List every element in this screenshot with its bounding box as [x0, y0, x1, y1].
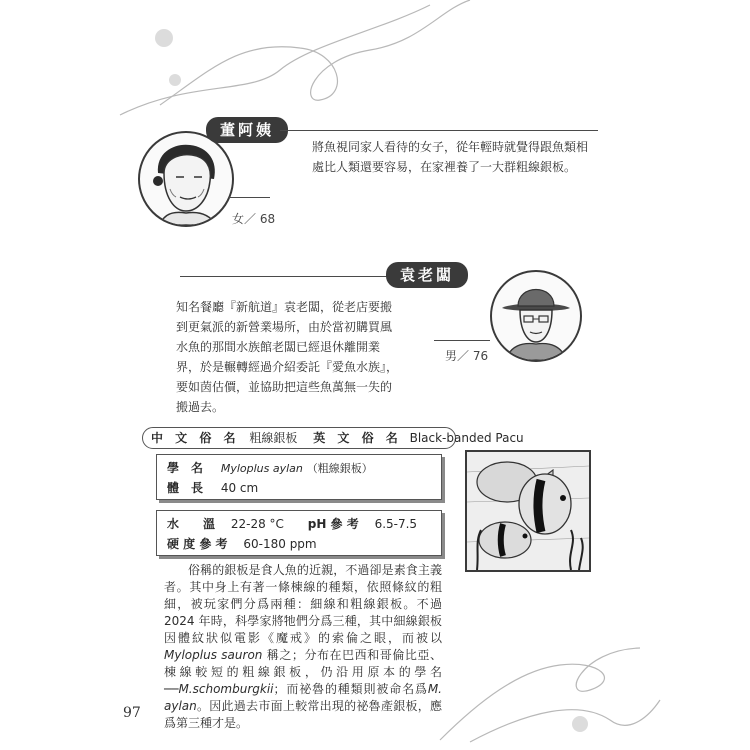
body-text-part1: 俗稱的銀板是食人魚的近親，不過卻是素食主義者。其中身上有著一條棟線的種類，依照條紋的粗細，被玩家們分爲兩種：細線和粗線銀板。不過 2024 年時，科學家將牠們分爲三種，其中細線銀板因體紋狀似電影《魔戒》的索倫之眼，而被以 — [164, 563, 442, 645]
body-text-part3: ；而祕魯的種類則被命名爲 — [273, 682, 428, 696]
en-name-value: Black-banded Pacu — [409, 431, 524, 445]
woman-portrait-icon — [140, 133, 232, 225]
hardness-label: 硬 度 參 考 — [167, 537, 228, 551]
cn-name-value: 粗線銀板 — [249, 431, 298, 445]
water-temp-value: 22-28 °C — [230, 517, 284, 531]
character-description-aunt-dong: 將魚視同家人看待的女子，從年輕時就覺得跟魚類相處比人類還要容易，在家裡養了一大群粗線銀板。 — [312, 140, 589, 174]
portrait-boss-yuan — [490, 270, 582, 362]
ph-value: 6.5-7.5 — [374, 517, 418, 531]
page-number: 97 — [123, 705, 141, 721]
portrait-aunt-dong — [138, 131, 234, 227]
scientific-name-value: Myloplus aylan — [220, 462, 303, 475]
divider-line — [280, 130, 598, 131]
hardness-row — [167, 536, 317, 552]
fish-illustration — [465, 450, 591, 572]
scientific-name-label: 學 名 — [167, 461, 204, 475]
cn-name-label: 中 文 俗 名 — [151, 431, 240, 445]
hardness-value: 60-180 ppm — [243, 537, 317, 551]
species-name-header — [142, 427, 524, 449]
body-length-label: 體 長 — [167, 481, 204, 495]
water-temp-label: 水 溫 — [167, 517, 216, 531]
body-length-value: 40 cm — [220, 481, 259, 495]
body-sci-aylan: M. aylan — [164, 682, 442, 713]
pacu-fish-illustration-icon — [467, 452, 589, 570]
divider-line — [228, 197, 270, 198]
body-text-part2: 稱之；分布在巴西和哥倫比亞、棟線較短的粗線銀板，仍沿用原本的學名── — [164, 648, 442, 696]
deco-dot — [572, 716, 588, 732]
scientific-name-row — [167, 460, 373, 477]
ph-label: pH 參 考 — [307, 517, 359, 531]
character-age-boss-yuan: 男／ 76 — [445, 349, 489, 363]
deco-dot — [155, 29, 173, 47]
body-paragraph — [164, 562, 442, 732]
divider-line — [434, 340, 490, 341]
character-age-aunt-dong: 女／ 68 — [232, 212, 276, 226]
body-sci-sauron: Myloplus sauron — [164, 648, 263, 662]
species-water-box — [156, 510, 442, 556]
body-sci-schomburgkii: M.schomburgkii — [178, 682, 274, 696]
body-length-row — [167, 480, 258, 496]
character-description-boss-yuan: 知名餐廳『新航道』袁老闆，從老店要搬到更氣派的新營業場所，由於當初購買風水魚的那間水族館老闆已經退休離開業界，於是輾轉經過介紹委託『愛魚水族』，要如茵估價，並協助把這些魚萬無一失的搬過去。 — [176, 300, 399, 414]
body-text-part4: 。因此過去市面上較常出現的祕魯產銀板，應爲第三種才是。 — [164, 699, 442, 730]
water-temp-row — [167, 516, 417, 532]
character-name-aunt-dong: 董阿姨 — [206, 117, 288, 143]
divider-line — [180, 276, 394, 277]
scientific-name-note: （粗線銀板） — [306, 462, 373, 475]
character-name-boss-yuan: 袁老闆 — [386, 262, 468, 288]
deco-dot — [169, 74, 181, 86]
species-body-text — [164, 562, 442, 732]
species-basic-box — [156, 454, 442, 500]
man-with-hat-portrait-icon — [492, 272, 580, 360]
en-name-label: 英 文 俗 名 — [313, 431, 402, 445]
